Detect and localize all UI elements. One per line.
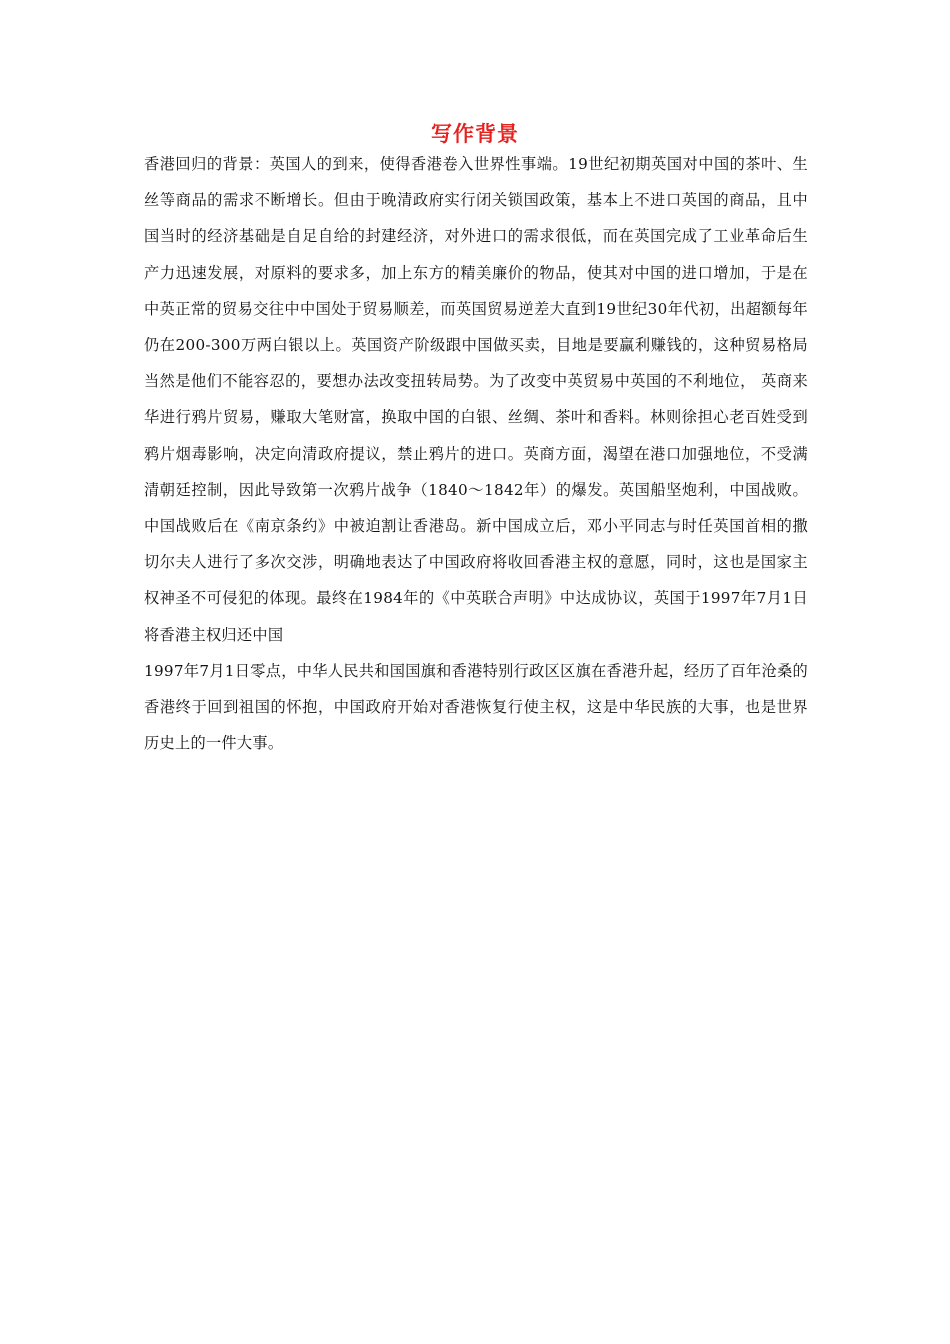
paragraph-handover: 1997年7月1日零点，中华人民共和国国旗和香港特别行政区区旗在香港升起，经历了百年沧桑的香港终于回到祖国的怀抱，中国政府开始对香港恢复行使主权，这是中华民族的大事，也是世界历史上的一件大事。 <box>144 661 808 753</box>
document-title: 写作背景 <box>431 122 519 146</box>
document-body <box>144 146 808 761</box>
paragraph-background: 香港回归的背景：英国人的到来，使得香港卷入世界性事端。19世纪初期英国对中国的茶叶、生丝等商品的需求不断增长。但由于晚清政府实行闭关锁国政策，基本上不进口英国的商品，且中国当时的经济基础是自足自给的封建经济，对外进口的需求很低，而在英国完成了工业革命后生产力迅速发展，对原料的要求多，加上东方的精美廉价的物品，使其对中国的进口增加，于是在中英正常的贸易交往中中国处于贸易顺差，而英国贸易逆差大直到19世纪30年代初，出超额每年仍在200-300万两白银以上。英国资产阶级跟中国做买卖，目地是要赢利赚钱的，这种贸易格局当然是他们不能容忍的，要想办法改变扭转局势。为了改变中英贸易中英国的不利地位， 英商来华进行鸦片贸易，赚取大笔财富，换取中国的白银、丝绸、茶叶和香料。林则徐担心老百姓受到鸦片烟毒影响，决定向清政府提议，禁止鸦片的进口。英商方面，渴望在港口加强地位，不受满清朝廷控制，因此导致第一次鸦片战争（1840～1842年）的爆发。英国船坚炮利，中国战败。中国战败后在《南京条约》中被迫割让香港岛。新中国成立后，邓小平同志与时任英国首相的撒切尔夫人进行了多次交涉，明确地表达了中国政府将收回香港主权的意愿，同时，这也是国家主权神圣不可侵犯的体现。最终在1984年的《中英联合声明》中达成协议，英国于1997年7月1日将香港主权归还中国 <box>144 155 808 644</box>
